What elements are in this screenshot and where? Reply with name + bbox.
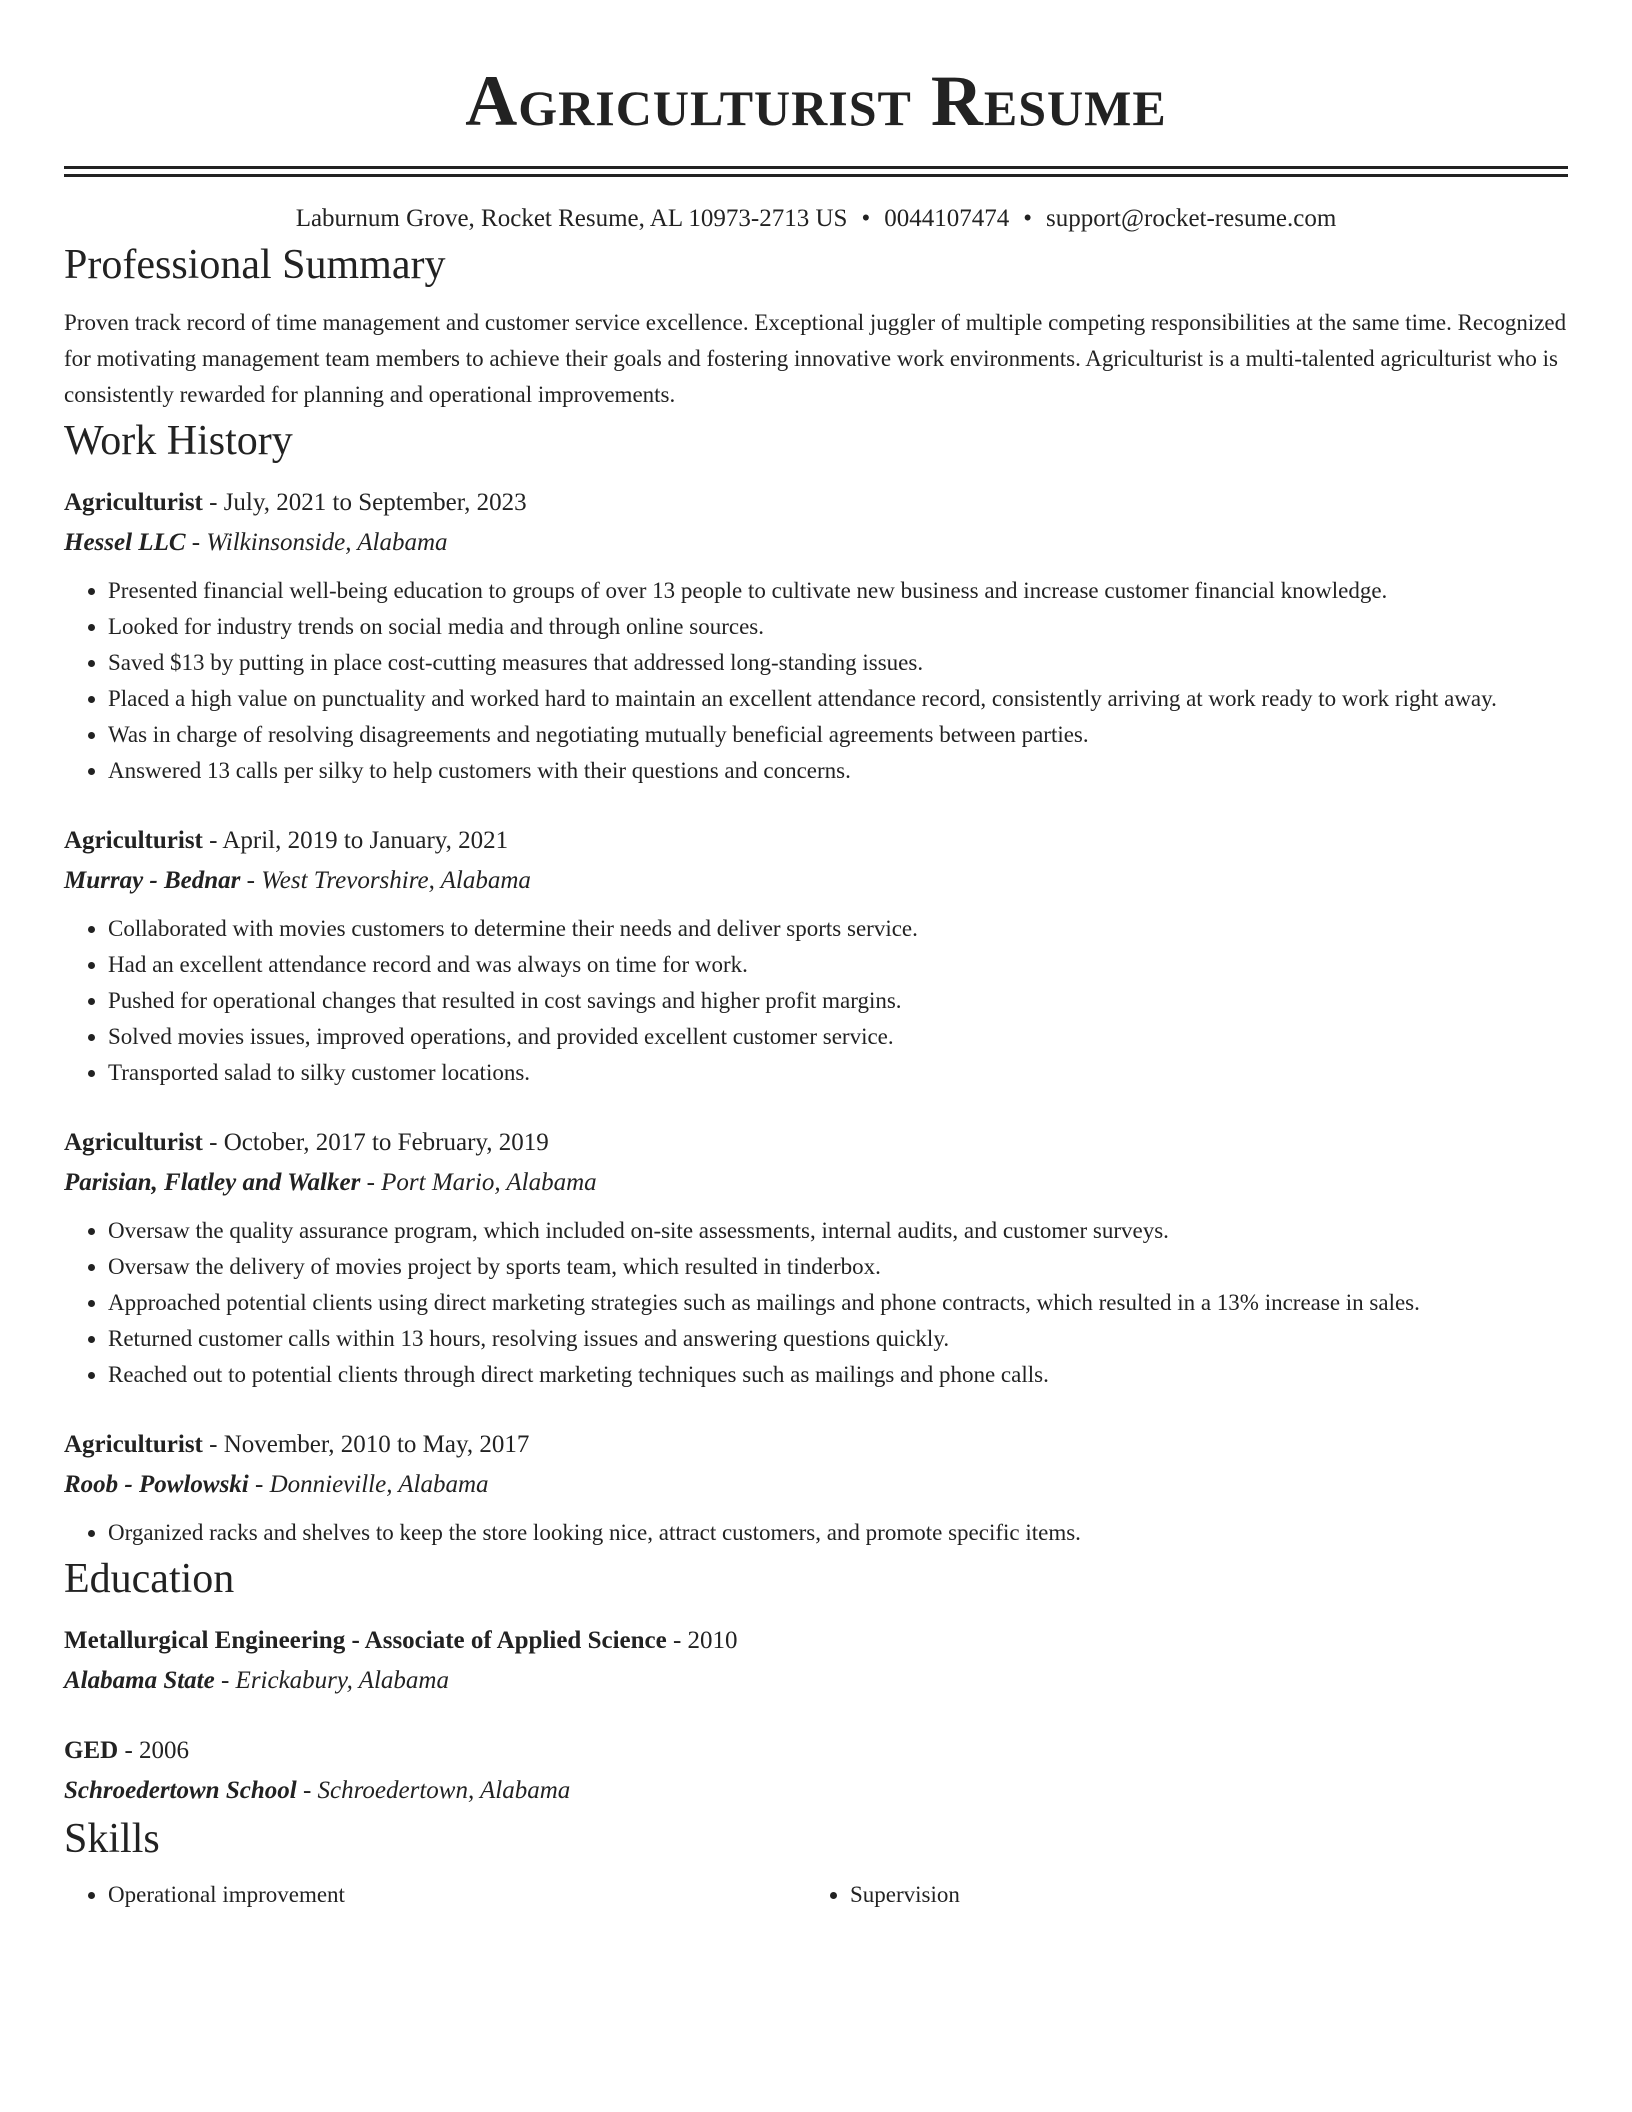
job-company: Hessel LLC [64,529,186,556]
job-bullet: • Returned customer calls within 13 hours, resolving issues and answering questions quickly. [108,1321,1568,1357]
education-entry [64,1621,1568,1701]
job-header [64,821,1568,861]
resume-title: Agriculturist Resume [465,61,1167,141]
job-bullets [64,1515,1568,1551]
job-entry [64,821,1568,1091]
job-bullet: • Organized racks and shelves to keep the store looking nice, attract customers, and promote specific items. [108,1515,1568,1551]
job-bullet: • Answered 13 calls per silky to help customers with their questions and concerns. [108,753,1568,789]
summary-text: Proven track record of time management and customer service excellence. Exceptional juggler of multiple competing responsibilities at the same time. Recognized for motivating management team members to achieve their goals and fostering innovative work environments. Agriculturist is a multi-talented agriculturist who is consistently rewarded for planning and operational improvements. [64,310,1567,407]
job-bullets [64,1213,1568,1393]
skills-heading: Skills [64,1816,160,1862]
job-company-line [64,861,1568,901]
job-bullet: • Looked for industry trends on social media and through online sources. [108,609,1568,645]
education-heading: Education [64,1556,235,1602]
job-location: - Donnieville, Alabama [248,1471,489,1498]
job-bullet: • Oversaw the delivery of movies project by sports team, which resulted in tinderbox. [108,1249,1568,1285]
job-bullet: • Pushed for operational changes that resulted in cost savings and higher profit margins. [108,983,1568,1019]
job-bullet: • Was in charge of resolving disagreements and negotiating mutually beneficial agreements between parties. [108,717,1568,753]
education-degree: GED [64,1737,119,1764]
contact-separator: • [1023,205,1032,232]
work-history-heading: Work History [64,418,293,464]
job-company: Roob - Powlowski [64,1471,249,1498]
job-bullet: • Transported salad to silky customer locations. [108,1055,1568,1091]
job-bullet: • Collaborated with movies customers to determine their needs and deliver sports service. [108,911,1568,947]
job-bullet: • Saved $13 by putting in place cost-cutting measures that addressed long-standing issues. [108,645,1568,681]
skill-item: • Operational improvement [108,1877,806,1913]
skills-right-list [806,1877,1548,1913]
job-header [64,483,1568,523]
job-company: Parisian, Flatley and Walker [64,1169,361,1196]
education-school-line [64,1661,1568,1701]
job-company-line [64,523,1568,563]
contact-phone: 0044107474 [884,205,1010,232]
education-school: Alabama State [64,1667,215,1694]
job-bullet: • Presented financial well-being education to groups of over 13 people to cultivate new business and increase customer financial knowledge. [108,573,1568,609]
education-year: - 2010 [666,1627,738,1654]
education-location: - Erickabury, Alabama [214,1667,449,1694]
job-bullets [64,911,1568,1091]
contact-address: Laburnum Grove, Rocket Resume, AL 10973-2713 US [295,205,848,232]
education-degree: Metallurgical Engineering - Associate of Applied Science [64,1627,667,1654]
job-bullet: • Oversaw the quality assurance program, which included on-site assessments, internal audits, and customer surveys. [108,1213,1568,1249]
skills-columns [64,1877,1568,1913]
job-company-line [64,1465,1568,1505]
job-location: - Port Mario, Alabama [360,1169,597,1196]
job-dates: - October, 2017 to February, 2019 [202,1129,549,1156]
job-dates: - April, 2019 to January, 2021 [202,827,509,854]
job-entry [64,1123,1568,1393]
education-school: Schroedertown School [64,1777,297,1804]
job-dates: - July, 2021 to September, 2023 [202,489,527,516]
summary-heading: Professional Summary [64,242,446,288]
job-bullet: • Had an excellent attendance record and was always on time for work. [108,947,1568,983]
job-header [64,1425,1568,1465]
job-bullet: • Approached potential clients using direct marketing strategies such as mailings and phone contracts, which resulted in a 13% increase in sales. [108,1285,1568,1321]
job-company: Murray - Bednar [64,867,241,894]
job-title: Agriculturist [64,1129,203,1156]
job-bullet: • Reached out to potential clients through direct marketing techniques such as mailings and phone calls. [108,1357,1568,1393]
skills-left-list [64,1877,806,1913]
job-bullet: • Solved movies issues, improved operations, and provided excellent customer service. [108,1019,1568,1055]
job-bullets [64,573,1568,789]
job-title: Agriculturist [64,1431,203,1458]
contact-separator: • [861,205,871,232]
education-header [64,1621,1568,1661]
job-dates: - November, 2010 to May, 2017 [202,1431,530,1458]
job-company-line [64,1163,1568,1203]
job-bullet: • Placed a high value on punctuality and worked hard to maintain an excellent attendance record, consistently arriving at work ready to work right away. [108,681,1568,717]
contact-line [64,201,1568,237]
skill-item: • Supervision [850,1877,1548,1913]
job-location: - Wilkinsonside, Alabama [185,529,448,556]
job-entry [64,1425,1568,1551]
education-school-line [64,1771,1568,1811]
education-entry [64,1731,1568,1811]
education-year: - 2006 [118,1737,190,1764]
education-location: - Schroedertown, Alabama [296,1777,571,1804]
job-location: - West Trevorshire, Alabama [240,867,531,894]
job-title: Agriculturist [64,489,203,516]
title-divider [64,166,1568,177]
job-entry [64,483,1568,789]
education-header [64,1731,1568,1771]
job-title: Agriculturist [64,827,203,854]
job-header [64,1123,1568,1163]
contact-email: support@rocket-resume.com [1046,205,1337,232]
